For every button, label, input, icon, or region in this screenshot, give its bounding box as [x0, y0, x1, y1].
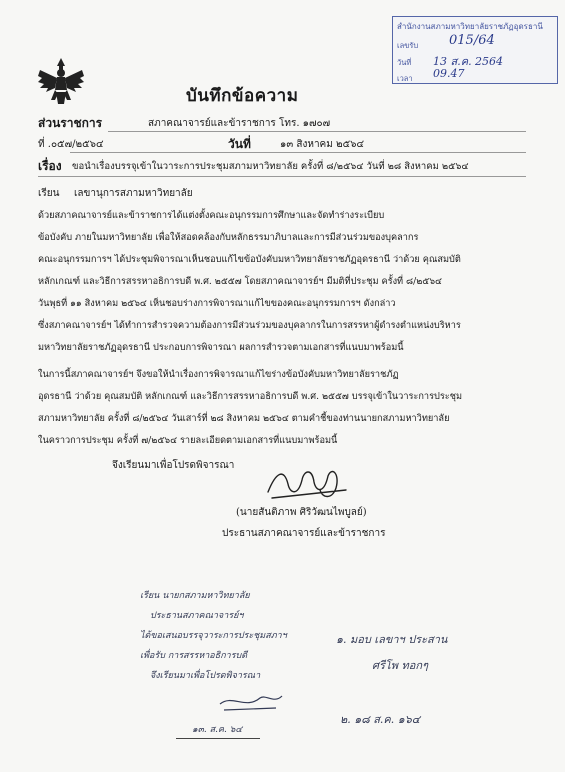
handwritten-note-line: เรียน นายกสภามหาวิทยาลัย — [140, 591, 250, 601]
paragraph-line: สภามหาวิทยาลัย ครั้งที่ ๘/๒๕๖๔ วันเสาร์ที่ ๒๘ สิงหาคม ๒๕๖๔ ตามคำชี้ของท่านนายกสภามหาวิทยาลัย — [38, 413, 450, 424]
stamp-header: สำนักงานสภามหาวิทยาลัยราชภัฏอุดรธานี — [397, 22, 543, 31]
divider — [70, 152, 526, 153]
handwritten-date: ๒. ๑๘ ส.ค. ๑๖๔ — [340, 713, 421, 726]
agency-value: สภาคณาจารย์และข้าราชการ โทร. ๑๗๐๗ — [148, 118, 331, 129]
stamp-time-value: 09.47 — [433, 67, 465, 80]
body-paragraph-1 — [38, 205, 526, 359]
handwritten-note-line: ได้ขอเสนอบรรจุวาระการประชุมสภาฯ — [140, 631, 287, 641]
date-value: ๑๓ สิงหาคม ๒๕๖๔ — [280, 139, 365, 150]
garuda-emblem-icon — [36, 56, 86, 108]
signature-image — [262, 462, 352, 504]
to-label: เรียน — [38, 188, 60, 199]
paragraph-line: ด้วยสภาคณาจารย์และข้าราชการได้แต่งตั้งคณะอนุกรรมการศึกษาและจัดทำร่างระเบียบ — [38, 210, 385, 221]
stamp-date-value: 13 ส.ค. 2564 — [433, 55, 504, 68]
subject-label: เรื่อง — [38, 159, 62, 173]
stamp-time-label: เวลา — [397, 74, 413, 83]
signatory-position: ประธานสภาคณาจารย์และข้าราชการ — [222, 528, 386, 539]
paragraph-line: หลักเกณฑ์ และวิธีการสรรหาอธิการบดี พ.ศ. ๒๕๕๗ โดยสภาคณาจารย์ฯ มีมติที่ประชุม ครั้งที่ ๘/๒๕๖๔ — [38, 276, 443, 287]
reference-number: ที่ .๐๕๗/๒๕๖๔ — [38, 139, 104, 150]
divider — [176, 738, 260, 739]
stamp-date-label: วันที่ — [397, 58, 412, 67]
paragraph-line: ข้อบังคับ ภายในมหาวิทยาลัย เพื่อให้สอดคล้องกับหลักธรรมาภิบาลและการมีส่วนร่วมของบุคลากร — [38, 232, 419, 243]
divider — [108, 131, 526, 132]
body-paragraph-2 — [38, 364, 526, 452]
to-value: เลขานุการสภามหาวิทยาลัย — [74, 188, 193, 199]
paragraph-line: มหาวิทยาลัยราชภัฏอุดรธานี ประกอบการพิจารณา ผลการสำรวจตามเอกสารที่แนบมาพร้อมนี้ — [38, 342, 404, 353]
handwritten-date: ๑๓. ส.ค. ๖๔ — [192, 725, 243, 735]
handwritten-order-line: ๑. มอบ เลขาฯ ประสาน — [336, 633, 448, 646]
handwritten-order-line: ศรีโพ ทอกๆ — [372, 659, 428, 672]
handwritten-note-line: ประธานสภาคณาจารย์ฯ — [150, 611, 244, 621]
paragraph-line: คณะอนุกรรมการฯ ได้ประชุมพิจารณาเห็นชอบแก้ไขข้อบังคับมหาวิทยาลัยราชภัฏอุดรธานี ว่าด้วย คุณสมบัติ — [38, 254, 461, 265]
stamp-number-label: เลขรับ — [397, 41, 419, 50]
receipt-stamp — [392, 16, 558, 84]
date-label: วันที่ — [228, 137, 251, 151]
closing-line: จึงเรียนมาเพื่อโปรดพิจารณา — [112, 460, 235, 471]
memo-title: บันทึกข้อความ — [186, 86, 299, 106]
signatory-name: (นายสันติภาพ ศิริวัฒนไพบูลย์) — [236, 507, 367, 518]
agency-label: ส่วนราชการ — [38, 116, 103, 130]
handwritten-initials — [216, 690, 286, 714]
handwritten-note-line: จึงเรียนมาเพื่อโปรดพิจารณา — [150, 671, 261, 681]
paragraph-line: ซึ่งสภาคณาจารย์ฯ ได้ทำการสำรวจความต้องการมีส่วนร่วมของบุคลากรในการสรรหาผู้ดำรงตำแหน่งบริหาร — [38, 320, 461, 331]
subject-value: ขอนำเรื่องบรรจุเข้าในวาระการประชุมสภามหาวิทยาลัย ครั้งที่ ๘/๒๕๖๔ วันที่ ๒๘ สิงหาคม ๒๕๖๔ — [72, 161, 469, 172]
paragraph-line: อุดรธานี ว่าด้วย คุณสมบัติ หลักเกณฑ์ และวิธีการสรรหาอธิการบดี พ.ศ. ๒๕๕๗ บรรจุเข้าในวาระการประชุม — [38, 391, 463, 402]
paragraph-line: ในการนี้สภาคณาจารย์ฯ จึงขอให้นำเรื่องการพิจารณาแก้ไขร่างข้อบังคับมหาวิทยาลัยราชภัฏ — [38, 369, 399, 380]
divider — [38, 176, 526, 177]
handwritten-note-line: เพื่อรับ การสรรหาอธิการบดี — [140, 651, 248, 661]
stamp-number-value: 015/64 — [449, 33, 495, 48]
paragraph-line: วันพุธที่ ๑๑ สิงหาคม ๒๕๖๔ เห็นชอบร่างการพิจารณาแก้ไขของคณะอนุกรรมการฯ ดังกล่าว — [38, 298, 396, 309]
paragraph-line: ในคราวการประชุม ครั้งที่ ๗/๒๕๖๔ รายละเอียดตามเอกสารที่แนบมาพร้อมนี้ — [38, 435, 338, 446]
